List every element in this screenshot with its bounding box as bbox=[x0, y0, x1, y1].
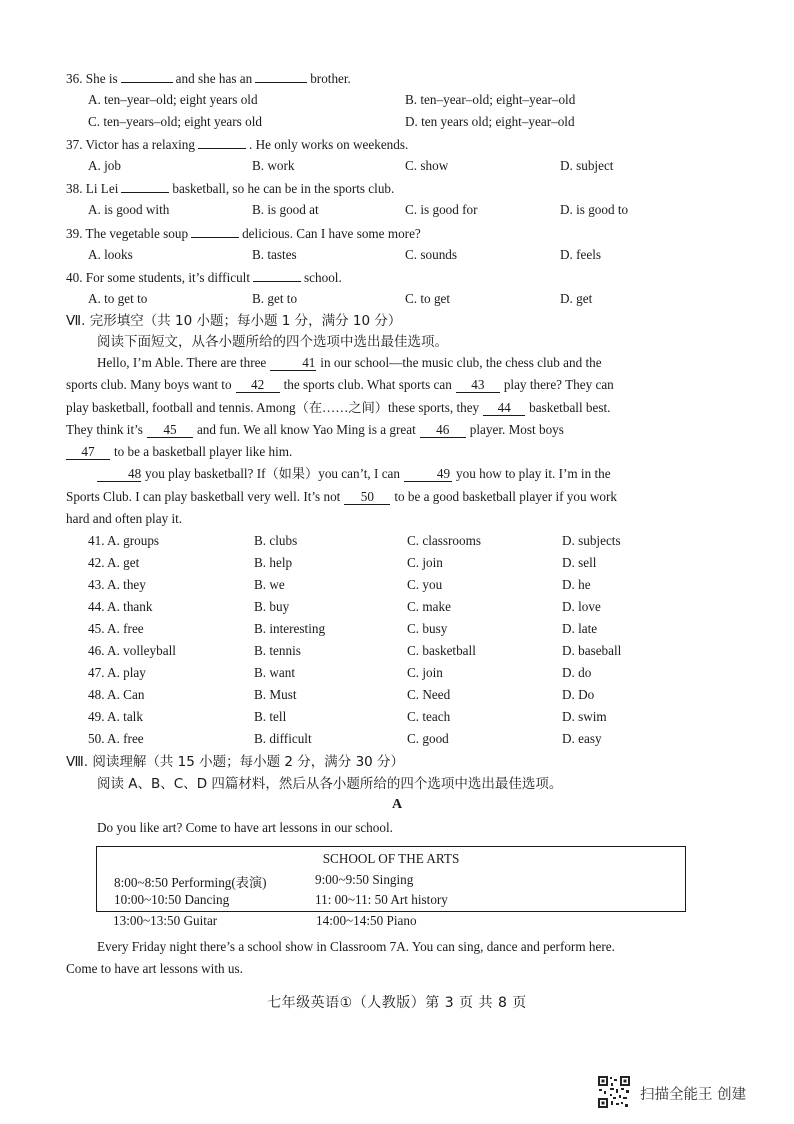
passage-text: to be a good basketball player if you work bbox=[394, 488, 617, 504]
option-c: C. classrooms bbox=[407, 533, 481, 548]
cloze-line-2 bbox=[66, 374, 702, 396]
option-c: C. Need bbox=[407, 687, 451, 702]
option-b: B. interesting bbox=[254, 621, 326, 636]
cloze-line-6 bbox=[66, 463, 702, 485]
section-7-instruction-line bbox=[0, 332, 794, 352]
option-a: 46. A. volleyball bbox=[88, 643, 176, 658]
stem-text: and she has an bbox=[175, 71, 253, 86]
question-37-options bbox=[0, 156, 794, 176]
passage-text: the sports club. What sports can bbox=[283, 377, 452, 393]
option-b: B. get to bbox=[252, 291, 298, 306]
stem-text: basketball, so he can be in the sports club. bbox=[172, 181, 395, 196]
answer-blank bbox=[121, 68, 173, 83]
passage-intro-line bbox=[0, 818, 794, 838]
option-c: C. to get bbox=[405, 291, 451, 306]
cloze-blank-42: 42 bbox=[236, 377, 280, 393]
option-d: D. subjects bbox=[562, 533, 621, 548]
option-b: B. ten–year–old; eight–year–old bbox=[405, 92, 576, 107]
passage-text: hard and often play it. bbox=[66, 511, 183, 527]
option-b: B. want bbox=[254, 665, 296, 680]
cloze-line-7 bbox=[66, 486, 702, 508]
closing-text: Come to have art lessons with us. bbox=[66, 961, 243, 976]
passage-text: you play basketball? If（如果）you can’t, I can bbox=[145, 466, 401, 482]
cloze-blank-41: 41 bbox=[270, 355, 316, 371]
section-instruction: 阅读下面短文，从各小题所给的四个选项中选出最佳选项。 bbox=[97, 334, 448, 350]
cloze-line-3 bbox=[66, 397, 702, 419]
option-b: B. Must bbox=[254, 687, 297, 702]
cloze-options-row bbox=[0, 707, 794, 727]
cloze-blank-47: 47 bbox=[66, 444, 110, 460]
passage-text: sports club. Many boys want to bbox=[66, 377, 232, 393]
passage-text: player. Most boys bbox=[469, 421, 564, 437]
stem-text: brother. bbox=[310, 71, 351, 86]
schedule-title: SCHOOL OF THE ARTS bbox=[322, 851, 460, 866]
option-a: 48. A. Can bbox=[88, 687, 145, 702]
question-36-options-row1 bbox=[0, 90, 794, 110]
section-title: Ⅷ. 阅读理解（共 15 小题；每小题 2 分，满分 30 分） bbox=[66, 754, 405, 770]
option-c: C. basketball bbox=[407, 643, 476, 658]
passage-text: basketball best. bbox=[529, 399, 611, 415]
option-c: C. teach bbox=[407, 709, 451, 724]
option-a: 50. A. free bbox=[88, 731, 144, 746]
option-b: B. buy bbox=[254, 599, 290, 614]
stem-text: school. bbox=[304, 270, 342, 285]
answer-blank bbox=[191, 223, 239, 238]
option-d: D. swim bbox=[562, 709, 607, 724]
passage-text: play basketball, football and tennis. Among（在……之间）these sports, they bbox=[66, 399, 480, 415]
passage-text: play there? They can bbox=[503, 377, 614, 393]
question-37-stem bbox=[0, 134, 794, 154]
section-title: Ⅶ. 完形填空（共 10 小题；每小题 1 分，满分 10 分） bbox=[66, 313, 402, 329]
stem-text: . He only works on weekends. bbox=[248, 137, 409, 152]
schedule-box bbox=[96, 846, 686, 912]
option-b: B. clubs bbox=[254, 533, 298, 548]
option-d: D. he bbox=[562, 577, 591, 592]
question-39-stem bbox=[0, 223, 794, 243]
passage-label: A bbox=[391, 797, 403, 812]
option-d: D. ten years old; eight–year–old bbox=[405, 114, 575, 129]
option-a: 49. A. talk bbox=[88, 709, 143, 724]
question-36-options-row2 bbox=[0, 112, 794, 132]
option-b: B. tennis bbox=[254, 643, 301, 658]
stem-text: 37. Victor has a relaxing bbox=[66, 137, 195, 152]
option-d: D. do bbox=[562, 665, 592, 680]
option-b: B. difficult bbox=[254, 731, 312, 746]
passage-text: and fun. We all know Yao Ming is a great bbox=[196, 421, 416, 437]
cloze-options-row bbox=[0, 641, 794, 661]
option-a: 41. A. groups bbox=[88, 533, 160, 548]
cloze-options-row bbox=[0, 663, 794, 683]
answer-blank bbox=[121, 178, 169, 193]
option-b: B. tastes bbox=[252, 247, 297, 262]
passage-text: to be a basketball player like him. bbox=[114, 444, 293, 460]
question-40-options bbox=[0, 289, 794, 309]
section-instruction: 阅读 A、B、C、D 四篇材料，然后从各小题所给的四个选项中选出最佳选项。 bbox=[97, 776, 563, 792]
cloze-options-row bbox=[0, 619, 794, 639]
option-d: D. get bbox=[560, 291, 593, 306]
cloze-options-row bbox=[0, 597, 794, 617]
option-d: D. baseball bbox=[562, 643, 622, 658]
cloze-options-row bbox=[0, 575, 794, 595]
option-c: C. ten–years–old; eight years old bbox=[88, 114, 262, 129]
schedule-entry: 9:00~9:50 Singing bbox=[315, 872, 414, 887]
stem-text: 39. The vegetable soup bbox=[66, 226, 189, 241]
option-a: 42. A. get bbox=[88, 555, 140, 570]
passage-intro: Do you like art? Come to have art lessons in our school. bbox=[97, 820, 393, 835]
cloze-blank-45: 45 bbox=[147, 422, 193, 438]
option-a: 43. A. they bbox=[88, 577, 146, 592]
option-d: D. love bbox=[562, 599, 601, 614]
cloze-blank-50: 50 bbox=[344, 489, 390, 505]
schedule-entry: 10:00~10:50 Dancing bbox=[114, 892, 230, 907]
option-c: C. you bbox=[407, 577, 443, 592]
option-a: A. to get to bbox=[88, 291, 148, 306]
answer-blank bbox=[255, 68, 307, 83]
cloze-options-row bbox=[0, 729, 794, 749]
page-footer: 七年级英语①（人教版）第 3 页 共 8 页 bbox=[267, 995, 527, 1011]
stem-text: delicious. Can I have some more? bbox=[242, 226, 421, 241]
cloze-line-8 bbox=[66, 508, 702, 530]
option-a: A. ten–year–old; eight years old bbox=[88, 92, 258, 107]
stem-text: 40. For some students, it’s difficult bbox=[66, 270, 251, 285]
schedule-entry: 13:00~13:50 Guitar bbox=[113, 913, 218, 928]
option-c: C. show bbox=[405, 158, 449, 173]
section-7-header bbox=[0, 311, 794, 331]
option-c: C. sounds bbox=[405, 247, 458, 262]
schedule-last-row bbox=[0, 911, 794, 931]
cloze-line-1 bbox=[66, 352, 702, 374]
option-a: A. job bbox=[88, 158, 121, 173]
schedule-entry: 14:00~14:50 Piano bbox=[316, 913, 417, 928]
passage-text: Hello, I’m Able. There are three bbox=[97, 355, 267, 370]
cloze-blank-43: 43 bbox=[456, 377, 500, 393]
section-8-instruction-line bbox=[0, 774, 794, 794]
cloze-blank-48: 48 bbox=[97, 466, 141, 482]
passage-text: They think it’s bbox=[66, 421, 143, 437]
option-a: A. looks bbox=[88, 247, 133, 262]
option-b: B. help bbox=[254, 555, 293, 570]
cloze-blank-46: 46 bbox=[420, 422, 466, 438]
closing-line-1 bbox=[0, 937, 794, 957]
schedule-entry: 8:00~8:50 Performing(表演) bbox=[114, 875, 267, 890]
section-8-header bbox=[0, 752, 794, 772]
question-38-options bbox=[0, 200, 794, 220]
scanner-watermark: 扫描全能王 创建 bbox=[640, 1087, 747, 1103]
option-b: B. work bbox=[252, 158, 295, 173]
option-d: D. Do bbox=[562, 687, 595, 702]
cloze-line-4 bbox=[66, 419, 702, 441]
question-39-options bbox=[0, 245, 794, 265]
closing-line-2 bbox=[0, 959, 794, 979]
option-c: C. is good for bbox=[405, 202, 478, 217]
passage-text: Sports Club. I can play basketball very well. It’s not bbox=[66, 488, 341, 504]
cloze-line-5 bbox=[66, 441, 702, 463]
cloze-options-row bbox=[0, 531, 794, 551]
option-b: B. is good at bbox=[252, 202, 319, 217]
passage-text: in our school—the music club, the chess club and the bbox=[320, 355, 602, 370]
cloze-blank-44: 44 bbox=[483, 400, 525, 416]
option-d: D. is good to bbox=[560, 202, 629, 217]
answer-blank bbox=[253, 267, 301, 282]
option-b: B. we bbox=[254, 577, 285, 592]
option-c: C. join bbox=[407, 665, 443, 680]
question-38-stem bbox=[0, 178, 794, 198]
closing-text: Every Friday night there’s a school show in Classroom 7A. You can sing, dance and perform here. bbox=[97, 939, 615, 954]
cloze-options-row bbox=[0, 685, 794, 705]
answer-blank bbox=[198, 134, 246, 149]
option-a: 45. A. free bbox=[88, 621, 144, 636]
option-d: D. subject bbox=[560, 158, 614, 173]
option-c: C. make bbox=[407, 599, 451, 614]
option-a: 47. A. play bbox=[88, 665, 146, 680]
qr-code-icon bbox=[597, 1075, 631, 1109]
cloze-passage bbox=[66, 352, 702, 530]
stem-text: 36. She is bbox=[66, 71, 118, 86]
cloze-blank-49: 49 bbox=[404, 466, 452, 482]
question-40-stem bbox=[0, 267, 794, 287]
option-d: D. sell bbox=[562, 555, 597, 570]
option-a: 44. A. thank bbox=[88, 599, 153, 614]
cloze-options-row bbox=[0, 553, 794, 573]
stem-text: 38. Li Lei bbox=[66, 181, 119, 196]
schedule-entry: 11: 00~11: 50 Art history bbox=[315, 892, 448, 907]
question-36-stem bbox=[0, 68, 794, 88]
option-a: A. is good with bbox=[88, 202, 170, 217]
option-c: C. join bbox=[407, 555, 443, 570]
option-d: D. easy bbox=[562, 731, 602, 746]
option-b: B. tell bbox=[254, 709, 287, 724]
option-d: D. late bbox=[562, 621, 598, 636]
option-d: D. feels bbox=[560, 247, 602, 262]
option-c: C. busy bbox=[407, 621, 448, 636]
option-c: C. good bbox=[407, 731, 449, 746]
passage-text: you how to play it. I’m in the bbox=[456, 466, 611, 482]
